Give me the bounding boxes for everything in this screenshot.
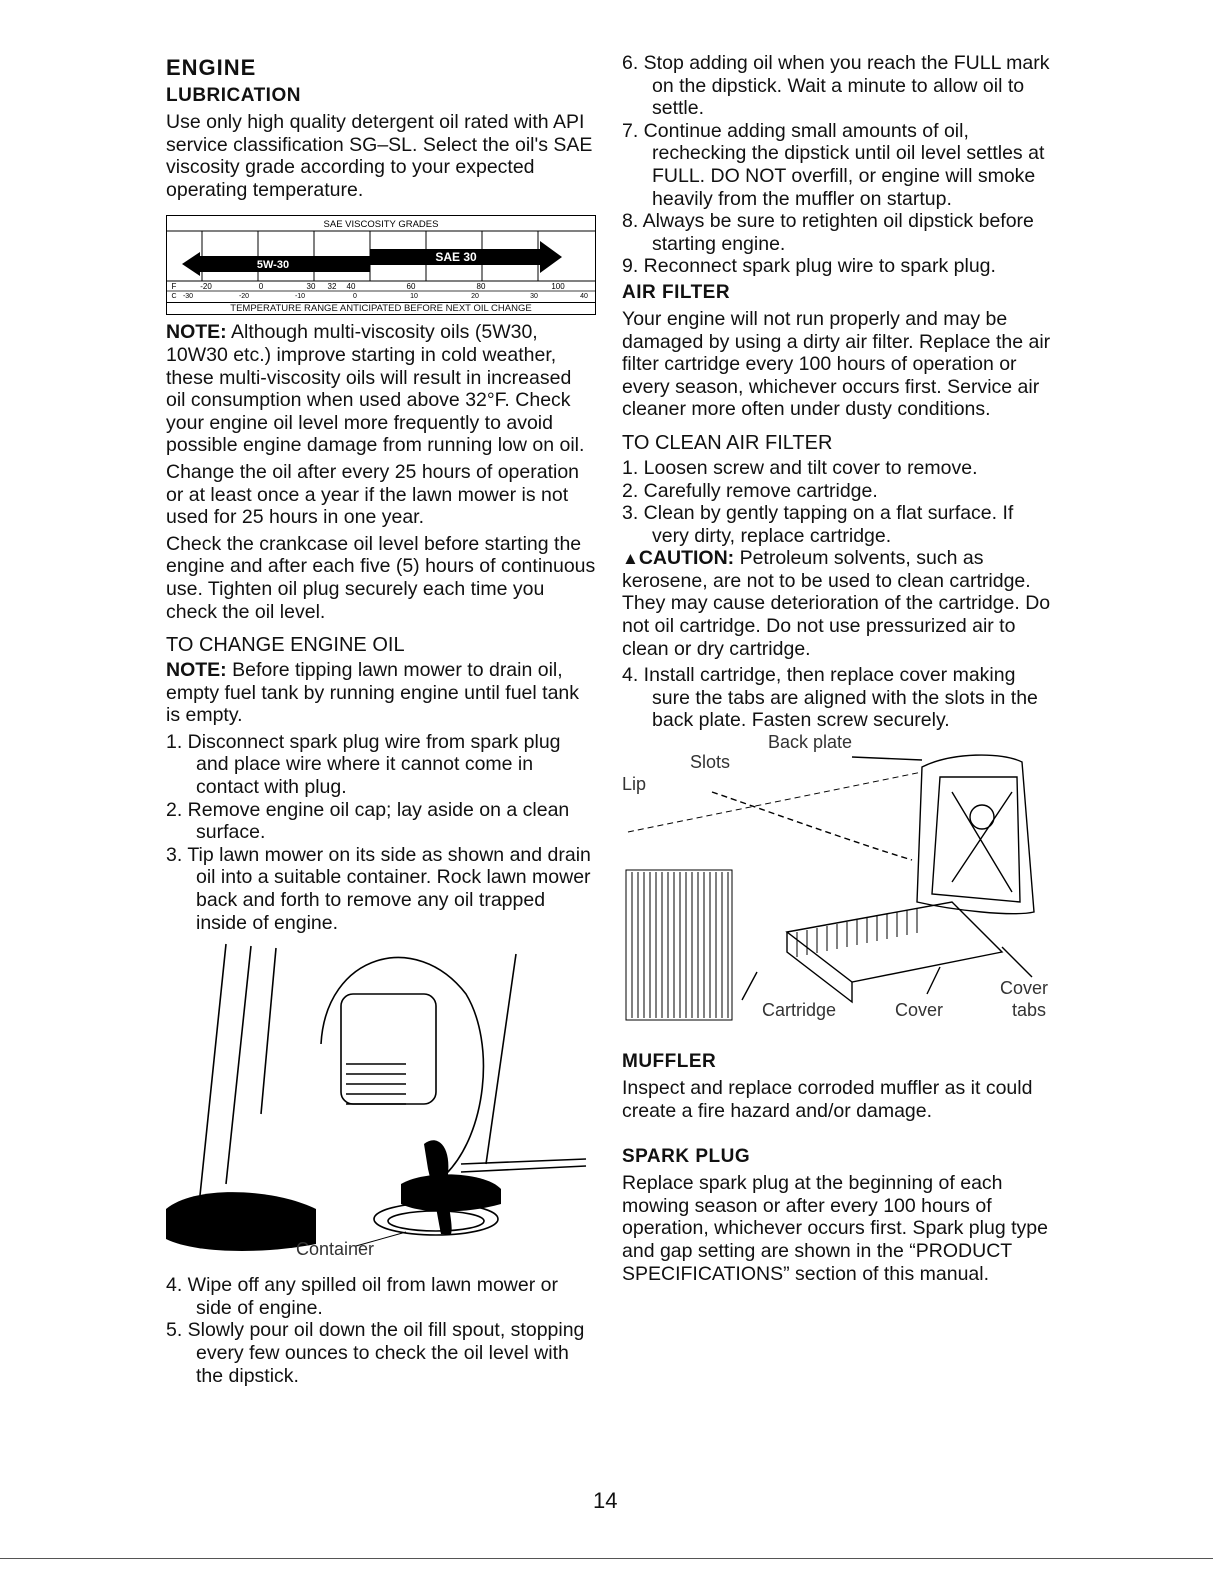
right-column xyxy=(622,52,1052,1289)
heading-spark-plug: SPARK PLUG xyxy=(622,1146,751,1168)
note-multi-viscosity xyxy=(166,321,596,457)
f-tick: 30 xyxy=(306,282,316,292)
left-column xyxy=(166,52,596,1387)
list-item: 7. Continue adding small amounts of oil, rechecking the dipstick until oil level settles at FULL. DO NOT overfill, or engine will smoke heavily from the muffler on startup. xyxy=(622,119,1045,210)
c-tick: -20 xyxy=(238,293,250,301)
container-label: Container xyxy=(296,1239,375,1260)
sae30-label: SAE 30 xyxy=(435,250,477,265)
drain-oil-illustration xyxy=(166,934,596,1274)
c-tick: 40 xyxy=(580,293,588,301)
air-filter-drawing xyxy=(622,732,1052,1037)
chart-title: SAE VISCOSITY GRADES xyxy=(323,219,439,231)
air-filter-text: Your engine will not run properly and may be damaged by using a dirty air filter. Replace the air filter cartridge every 100 hours of operation or every season, whichever occurs first. Service air cleaner more often under dusty conditions. xyxy=(622,307,1051,421)
lubrication-intro: Use only high quality detergent oil rated with API service classification SG–SL. Select the oil's SAE viscosity grade according to your expected operating temperature. xyxy=(166,111,593,201)
drain-oil-drawing xyxy=(166,934,596,1274)
f-tick: 0 xyxy=(258,282,264,292)
c-tick: -10 xyxy=(294,293,306,301)
heading-lubrication: LUBRICATION xyxy=(166,85,301,106)
note-label: NOTE: xyxy=(166,321,227,344)
list-item: 2. Remove engine oil cap; lay aside on a clean surface. xyxy=(166,798,570,844)
list-item: 8. Always be sure to retighten oil dipstick before starting engine. xyxy=(622,210,1034,255)
caution-text: Petroleum solvents, such as kerosene, are not to be used to clean cartridge. They may cause deterioration of the cartridge. Do not oil cartridge. Do not use pressurized air to clean or dry cartridge. xyxy=(622,547,1051,660)
cover-tabs-label-line2: tabs xyxy=(1012,1000,1047,1021)
list-item: 9. Reconnect spark plug wire to spark plug. xyxy=(622,255,996,278)
clean-air-filter-steps xyxy=(622,457,1052,547)
page-number: 14 xyxy=(593,1488,618,1513)
note-label: NOTE: xyxy=(166,659,227,682)
viscosity-chart-graphic xyxy=(166,215,596,303)
heading-change-engine-oil: TO CHANGE ENGINE OIL xyxy=(166,634,405,657)
list-item: 5. Slowly pour oil down the oil fill spout, stopping every few ounces to check the oil level with the dipstick. xyxy=(166,1319,585,1387)
list-item: 3. Clean by gently tapping on a flat surface. If very dirty, replace cartridge. xyxy=(622,502,1014,547)
note-text: Although multi-viscosity oils (5W30, 10W30 etc.) improve starting in cold weather, these multi-viscosity oils will result in increased oil consumption when used above 32°F. Check your engine oil level more frequently to avoid possible engine damage from running low on oil. xyxy=(166,321,585,457)
list-item: 4. Wipe off any spilled oil from lawn mower or side of engine. xyxy=(166,1274,558,1319)
c-tick: 30 xyxy=(530,293,538,301)
oil-change-steps-continued xyxy=(166,1274,596,1387)
heading-muffler: MUFFLER xyxy=(622,1051,717,1073)
cover-label: Cover xyxy=(895,1000,944,1021)
back-plate-label: Back plate xyxy=(768,732,853,753)
warning-triangle-icon: ▲ xyxy=(622,549,639,569)
c-tick: 0 xyxy=(353,293,357,301)
para-change-oil: Change the oil after every 25 hours of operation or at least once a year if the lawn mower is not used for 25 hours in one year. xyxy=(166,460,580,529)
cartridge-label: Cartridge xyxy=(762,1000,837,1021)
note-fuel-tank xyxy=(166,659,596,727)
heading-clean-air-filter: TO CLEAN AIR FILTER xyxy=(622,431,833,454)
spark-plug-text: Replace spark plug at the beginning of each mowing season or after every 100 hours of operation, whichever occurs first. Spark plug type and gap setting are shown in the “PRODUCT SPECIFICATIONS” section of this manual. xyxy=(622,1172,1048,1285)
5w30-label: 5W-30 xyxy=(256,259,290,272)
list-item: 1. Loosen screw and tilt cover to remove. xyxy=(622,456,978,479)
c-tick: 20 xyxy=(471,293,479,301)
c-axis-label: C xyxy=(171,293,177,301)
list-item: 2. Carefully remove cartridge. xyxy=(622,479,878,502)
heading-air-filter: AIR FILTER xyxy=(622,281,731,303)
cover-tabs-label-line1: Cover xyxy=(1000,978,1049,999)
section-title-engine: ENGINE xyxy=(166,55,257,80)
air-filter-illustration xyxy=(622,732,1052,1037)
list-item: 1. Disconnect spark plug wire from spark plug and place wire where it cannot come in contact with plug. xyxy=(166,730,561,799)
f-tick: 60 xyxy=(406,282,416,292)
c-tick: 10 xyxy=(410,293,418,301)
clean-air-filter-step-4 xyxy=(622,664,1052,732)
note-text: Before tipping lawn mower to drain oil, empty fuel tank by running engine until fuel tank is empty. xyxy=(166,659,580,727)
f-axis-label: F xyxy=(171,282,177,292)
caution-paragraph xyxy=(622,547,1052,660)
f-tick: 80 xyxy=(476,282,486,292)
chart-footer: TEMPERATURE RANGE ANTICIPATED BEFORE NEXT OIL CHANGE xyxy=(166,303,596,315)
lip-label: Lip xyxy=(622,774,647,795)
f-tick: 40 xyxy=(346,282,356,292)
caution-label: CAUTION: xyxy=(638,547,735,570)
list-item: 3. Tip lawn mower on its side as shown and drain oil into a suitable container. Rock lawn mower back and forth to remove any oil trapped inside of engine. xyxy=(166,843,591,934)
f-tick: 100 xyxy=(551,282,565,292)
page-bottom-rule xyxy=(0,1558,1213,1559)
c-tick: -30 xyxy=(182,293,194,301)
oil-change-steps-right xyxy=(622,52,1052,278)
f-tick: -20 xyxy=(200,282,212,292)
list-item: 4. Install cartridge, then replace cover making sure the tabs are aligned with the slots in the back plate. Fasten screw securely. xyxy=(622,664,1038,732)
f-tick: 32 xyxy=(327,282,337,292)
sae-viscosity-chart xyxy=(166,215,596,315)
muffler-text: Inspect and replace corroded muffler as it could create a fire hazard and/or damage. xyxy=(622,1077,1033,1122)
oil-change-steps xyxy=(166,731,596,934)
list-item: 6. Stop adding oil when you reach the FULL mark on the dipstick. Wait a minute to allow oil to settle. xyxy=(622,52,1050,120)
para-check-oil: Check the crankcase oil level before starting the engine and after each five (5) hours of continuous use. Tighten oil plug securely each time you check the oil level. xyxy=(166,532,596,623)
slots-label: Slots xyxy=(690,752,731,773)
